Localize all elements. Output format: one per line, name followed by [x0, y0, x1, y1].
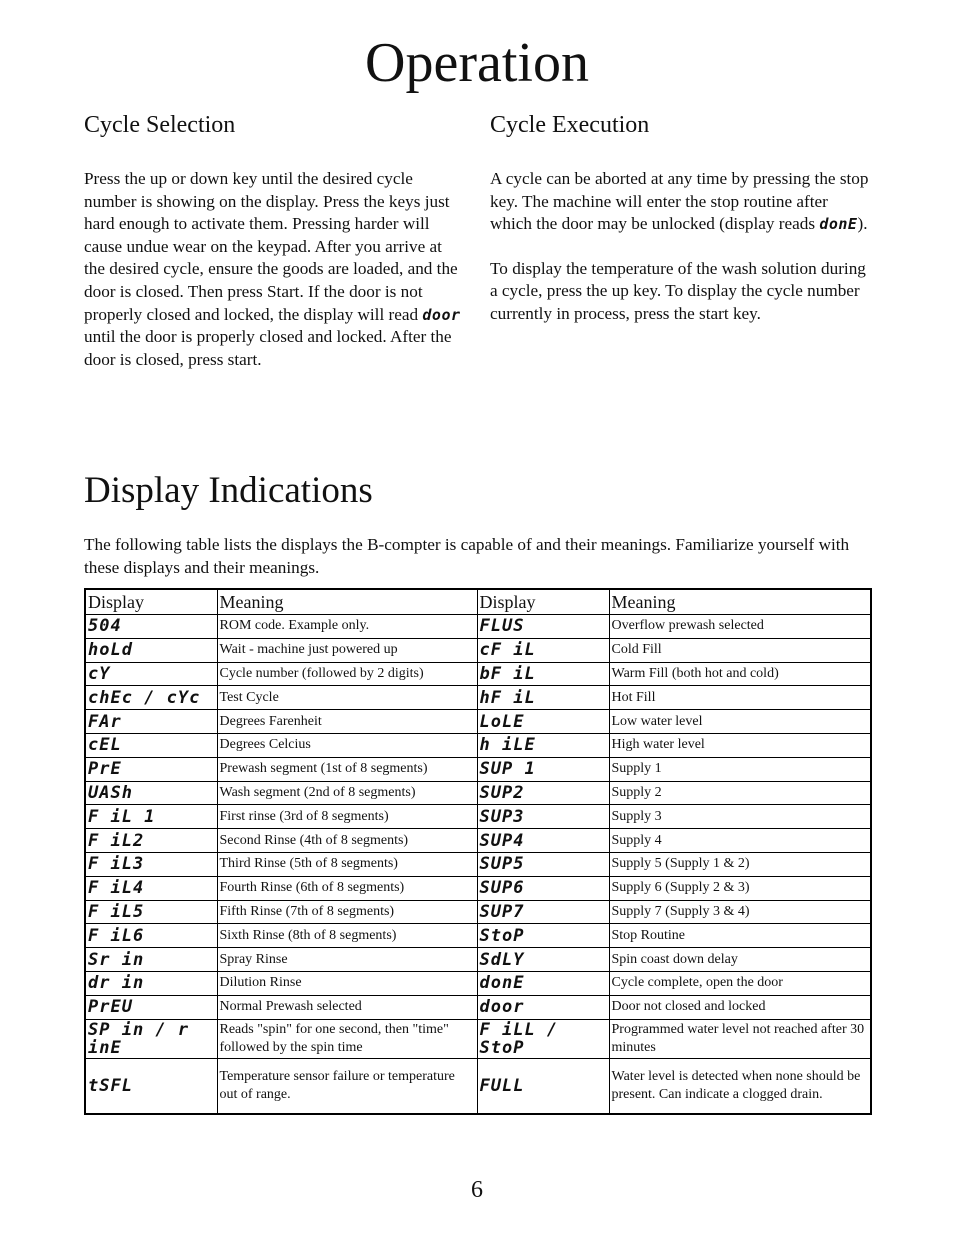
display-code: PrEU — [85, 995, 217, 1019]
table-row — [85, 1058, 871, 1114]
display-code: F iL2 — [85, 829, 217, 853]
display-meaning: Dilution Rinse — [217, 971, 477, 995]
display-meaning: Normal Prewash selected — [217, 995, 477, 1019]
lcd-code-done: donE — [819, 215, 858, 234]
display-code: cF iL — [477, 638, 609, 662]
table-row — [85, 995, 871, 1019]
cycle-selection-text — [84, 168, 466, 371]
display-meaning: Supply 4 — [609, 829, 871, 853]
table-header-row — [85, 589, 871, 615]
display-code: StoP — [477, 924, 609, 948]
lcd-code-door: door — [422, 305, 461, 324]
display-code: dr in — [85, 971, 217, 995]
table-row — [85, 876, 871, 900]
display-meaning: Prewash segment (1st of 8 segments) — [217, 757, 477, 781]
display-code: hoLd — [85, 638, 217, 662]
display-meaning: Wash segment (2nd of 8 segments) — [217, 781, 477, 805]
display-code: SUP5 — [477, 852, 609, 876]
header-meaning-1: Meaning — [217, 589, 477, 615]
display-meaning: Temperature sensor failure or temperature out of range. — [217, 1058, 477, 1114]
display-code: SUP2 — [477, 781, 609, 805]
display-meaning: Third Rinse (5th of 8 segments) — [217, 852, 477, 876]
page-title: Operation — [365, 32, 589, 94]
table-row — [85, 733, 871, 757]
display-code: F iL5 — [85, 900, 217, 924]
display-code: SUP 1 — [477, 757, 609, 781]
display-code: LoLE — [477, 710, 609, 734]
display-code: cY — [85, 662, 217, 686]
table-row — [85, 757, 871, 781]
display-code: F iL3 — [85, 852, 217, 876]
display-meaning: Fifth Rinse (7th of 8 segments) — [217, 900, 477, 924]
display-meaning: Spray Rinse — [217, 948, 477, 972]
header-display-2: Display — [477, 589, 609, 615]
display-indications-table — [84, 588, 872, 1115]
display-meaning: Second Rinse (4th of 8 segments) — [217, 829, 477, 853]
display-indications-intro: The following table lists the displays the B-compter is capable of and their meanings. Familiarize yourself with these displays and their meanings. — [84, 535, 850, 577]
display-meaning: Overflow prewash selected — [609, 615, 871, 639]
table-row — [85, 638, 871, 662]
display-code: PrE — [85, 757, 217, 781]
display-code: F iL 1 — [85, 805, 217, 829]
display-code: SP in / r inE — [85, 1019, 217, 1058]
table-row — [85, 662, 871, 686]
display-meaning: High water level — [609, 733, 871, 757]
display-meaning: Low water level — [609, 710, 871, 734]
display-meaning: Sixth Rinse (8th of 8 segments) — [217, 924, 477, 948]
display-meaning: Test Cycle — [217, 686, 477, 710]
display-code: 504 — [85, 615, 217, 639]
display-meaning: Supply 2 — [609, 781, 871, 805]
display-code: tSFL — [85, 1058, 217, 1114]
display-meaning: Cold Fill — [609, 638, 871, 662]
display-code: door — [477, 995, 609, 1019]
cycle-execution-section — [490, 110, 872, 326]
table-row — [85, 900, 871, 924]
display-meaning: Hot Fill — [609, 686, 871, 710]
cycle-execution-paragraph-2: To display the temperature of the wash solution during a cycle, press the up key. To display the cycle number currently in process, press the start key. — [490, 258, 866, 323]
cycle-selection-text-after: until the door is properly closed and locked. After the door is closed, press start. — [84, 327, 452, 369]
display-code: FULL — [477, 1058, 609, 1114]
table-row — [85, 924, 871, 948]
display-code: UASh — [85, 781, 217, 805]
display-meaning: Supply 6 (Supply 2 & 3) — [609, 876, 871, 900]
display-meaning: Reads "spin" for one second, then "time" followed by the spin time — [217, 1019, 477, 1058]
display-code: F iL6 — [85, 924, 217, 948]
display-meaning: Supply 5 (Supply 1 & 2) — [609, 852, 871, 876]
table-row — [85, 710, 871, 734]
display-meaning: Fourth Rinse (6th of 8 segments) — [217, 876, 477, 900]
cycle-execution-paragraph-1 — [490, 168, 872, 236]
display-meaning: Water level is detected when none should be present. Can indicate a clogged drain. — [609, 1058, 871, 1114]
display-meaning: Wait - machine just powered up — [217, 638, 477, 662]
display-code: SUP4 — [477, 829, 609, 853]
display-meaning: Degrees Celcius — [217, 733, 477, 757]
display-meaning: ROM code. Example only. — [217, 615, 477, 639]
display-meaning: Spin coast down delay — [609, 948, 871, 972]
display-code: donE — [477, 971, 609, 995]
table-row — [85, 829, 871, 853]
display-meaning: Supply 1 — [609, 757, 871, 781]
table-row — [85, 1019, 871, 1058]
display-code: FLUS — [477, 615, 609, 639]
display-code: hF iL — [477, 686, 609, 710]
display-meaning: Degrees Farenheit — [217, 710, 477, 734]
header-display-1: Display — [85, 589, 217, 615]
display-code: Sr in — [85, 948, 217, 972]
table-row — [85, 805, 871, 829]
display-code: FAr — [85, 710, 217, 734]
display-meaning: Cycle complete, open the door — [609, 971, 871, 995]
display-meaning: Supply 3 — [609, 805, 871, 829]
display-meaning: Stop Routine — [609, 924, 871, 948]
display-meaning: Cycle number (followed by 2 digits) — [217, 662, 477, 686]
display-code: SUP6 — [477, 876, 609, 900]
cycle-execution-p1-after: ). — [857, 214, 868, 234]
table-row — [85, 971, 871, 995]
page-number: 6 — [471, 1177, 483, 1203]
display-code: SdLY — [477, 948, 609, 972]
display-code: F iL4 — [85, 876, 217, 900]
display-meaning: Supply 7 (Supply 3 & 4) — [609, 900, 871, 924]
cycle-selection-text-before: Press the up or down key until the desired cycle number is showing on the display. Press the keys just hard enough to activate them. Pressing harder will cause undue wear on the keypad. After you arrive at the desired cycle, ensure the goods are loaded, and the door is closed. Then press Start. If the door is not properly closed and locked, the display will read — [84, 169, 458, 324]
cycle-selection-section — [84, 110, 466, 371]
header-meaning-2: Meaning — [609, 589, 871, 615]
display-code: cEL — [85, 733, 217, 757]
display-code: h iLE — [477, 733, 609, 757]
cycle-execution-heading: Cycle Execution — [490, 112, 650, 138]
display-indications-heading: Display Indications — [84, 470, 373, 511]
display-code: F iLL / StoP — [477, 1019, 609, 1058]
display-code: chEc / cYc — [85, 686, 217, 710]
display-code: SUP3 — [477, 805, 609, 829]
display-meaning: Programmed water level not reached after 30 minutes — [609, 1019, 871, 1058]
display-meaning: Door not closed and locked — [609, 995, 871, 1019]
display-meaning: First rinse (3rd of 8 segments) — [217, 805, 477, 829]
table-row — [85, 852, 871, 876]
table-row — [85, 615, 871, 639]
table-row — [85, 948, 871, 972]
display-code: bF iL — [477, 662, 609, 686]
cycle-selection-heading: Cycle Selection — [84, 112, 236, 138]
cycle-execution-p1-before: A cycle can be aborted at any time by pressing the stop key. The machine will enter the stop routine after which the door may be unlocked (display reads — [490, 169, 869, 234]
display-meaning: Warm Fill (both hot and cold) — [609, 662, 871, 686]
display-code: SUP7 — [477, 900, 609, 924]
table-row — [85, 686, 871, 710]
table-row — [85, 781, 871, 805]
